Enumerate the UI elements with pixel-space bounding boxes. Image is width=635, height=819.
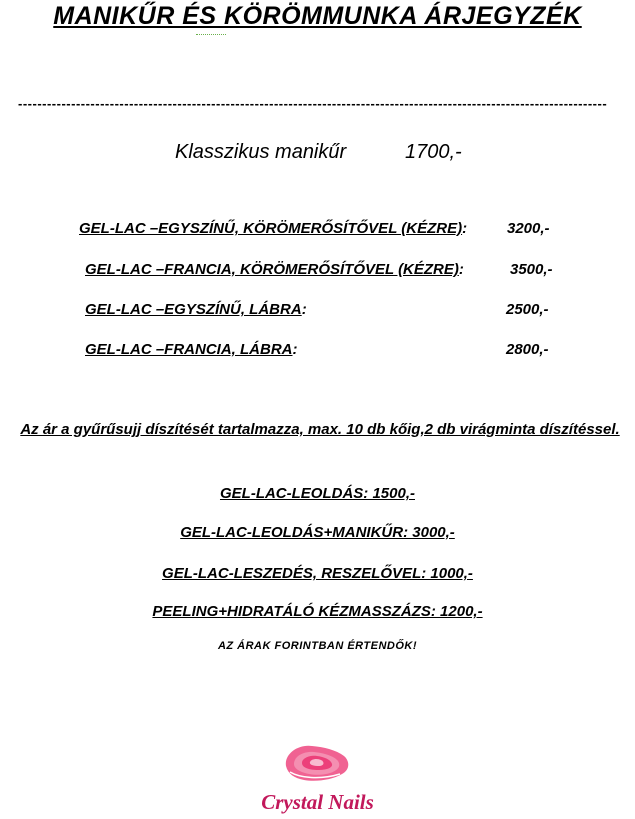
decorative-underline-mark xyxy=(196,34,226,37)
gel-item-label-row xyxy=(85,301,307,319)
price-note: Az ár a gyűrűsujj díszítését tartalmazza, max. 10 db kőig,2 db virágminta díszítéssel. xyxy=(20,421,620,438)
gel-item-colon: : xyxy=(458,261,464,278)
gel-item-label-row xyxy=(85,341,298,359)
service-line: GEL-LAC-LESZEDÉS, RESZELŐVEL: 1000,- xyxy=(162,565,473,582)
gel-item-label: GEL-LAC –EGYSZÍNŰ, KÖRÖMERŐSÍTŐVEL (KÉZRE) xyxy=(79,220,463,237)
service-line: GEL-LAC-LEOLDÁS+MANIKŰR: 3000,- xyxy=(180,524,455,541)
gel-item-colon: : xyxy=(301,301,307,318)
gel-item-price: 3500,- xyxy=(510,261,553,278)
service-line: PEELING+HIDRATÁLÓ KÉZMASSZÁZS: 1200,- xyxy=(152,603,483,620)
gel-item-label: GEL-LAC –FRANCIA, KÖRÖMERŐSÍTŐVEL (KÉZRE) xyxy=(85,261,459,278)
rose-logo-icon xyxy=(280,740,354,791)
gel-item-price: 2800,- xyxy=(506,341,549,358)
gel-item-colon: : xyxy=(462,220,468,237)
classic-manicure-price: 1700,- xyxy=(405,141,462,163)
gel-item-label-row xyxy=(85,261,464,279)
gel-item-label: GEL-LAC –EGYSZÍNŰ, LÁBRA xyxy=(85,301,302,318)
separator-line: -------------------------------------------------------------------------------------------------------------------------- xyxy=(18,96,608,111)
gel-item-label: GEL-LAC –FRANCIA, LÁBRA xyxy=(85,341,293,358)
gel-item-price: 2500,- xyxy=(506,301,549,318)
currency-note: AZ ÁRAK FORINTBAN ÉRTENDŐK! xyxy=(217,640,418,652)
page-title: MANIKŰR ÉS KÖRÖMMUNKA ÁRJEGYZÉK xyxy=(53,2,582,30)
service-line: GEL-LAC-LEOLDÁS: 1500,- xyxy=(219,485,415,502)
gel-item-colon: : xyxy=(292,341,298,358)
gel-item-price: 3200,- xyxy=(507,220,550,237)
brand-name: Crystal Nails xyxy=(261,790,374,814)
classic-manicure-name: Klasszikus manikűr xyxy=(175,141,347,163)
gel-item-label-row xyxy=(79,220,467,238)
